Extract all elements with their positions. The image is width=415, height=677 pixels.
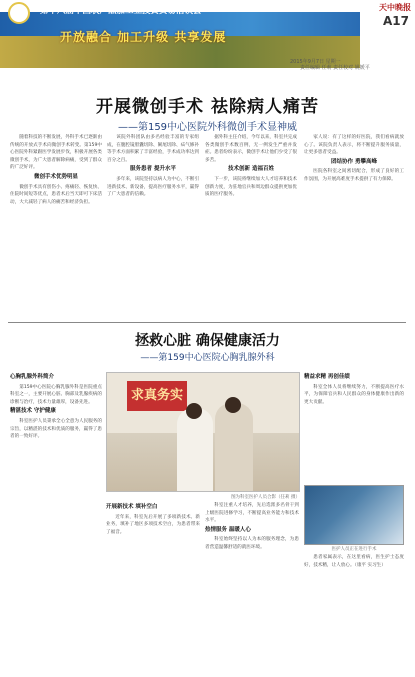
main-headline: 开展微创手术 祛除病人痛苦	[96, 97, 319, 117]
paragraph: 医院各科室之间密切配合，形成了良好的工作氛围，为开展高难度手术提供了有力保障。	[304, 169, 404, 182]
paragraph: 下一步，该院将继续加大人才培养和技术创新力度，为驻地官兵和周边群众提供更加优质的医疗服务。	[205, 176, 297, 198]
paragraph: 科室全体人员将继续努力，不断提高医疗水平，为保障官兵和人民群众的身体健康作出新的更大贡献。	[304, 384, 404, 405]
paragraph: 家人说：有了这样的好医院，我们看病就放心了。该院负责人表示，将不断提升服务质量，让更多患者受益。	[304, 135, 404, 156]
section-subtitle: 心胸乳腺外科简介	[10, 374, 55, 380]
banner-title: 第十八届中国农产品加工业投资贸易洽谈会	[40, 6, 202, 16]
section-subtitle: 微创手术优势明显	[33, 173, 78, 180]
paragraph: 科室医护人员秉承全心全意为人民服务的宗旨，以精湛的技术和优质的服务，赢得了患者的一致好评。	[10, 418, 102, 440]
section-divider	[8, 322, 406, 323]
article2-column-1	[10, 372, 102, 672]
section-subtitle: 团结协作 勇攀高峰	[331, 158, 377, 165]
article1-column-3	[205, 134, 297, 319]
paragraph: 近年来，科室先后开展了多项新技术、新业务，填补了地区多项技术空白，为患者带来了福音。	[106, 514, 200, 535]
section-subtitle: 热情服务 温暖人心	[205, 526, 251, 533]
section-subtitle: 精湛技术 守护健康	[10, 408, 56, 415]
paragraph: 该院外科团队由多名经验丰富的专家组成，在腹腔镜胆囊切除、阑尾切除、疝气修补等手术方面积累了丰富经验，手术成功率达到百分之百。	[107, 135, 199, 163]
expo-logo-icon	[8, 2, 30, 24]
photo-sign: 求真务实	[127, 381, 187, 411]
article2-column-4	[304, 372, 404, 482]
paragraph: 第159中心医院心胸乳腺外科是医院重点科室之一，主要开展心脏、胸部及乳腺疾病的诊断与治疗，技术力量雄厚，设备先进。	[10, 384, 102, 405]
photo-caption: 医护人员正在进行手术	[331, 547, 377, 552]
newspaper-name: 天中晚报	[379, 2, 411, 12]
staff-photo	[106, 372, 300, 492]
paragraph: 据外科主任介绍，今年以来，科室共完成各类微创手术数百例，无一例发生严重并发症。患者纷纷表示，微创手术让他们少受了很多苦。	[205, 135, 297, 163]
person-figure	[177, 408, 213, 492]
article1-column-1	[10, 134, 102, 319]
second-headline: 拯救心脏 确保健康活力	[135, 333, 280, 349]
article1-column-2	[107, 134, 199, 319]
page-number: A17	[383, 14, 409, 28]
article2-column-5	[304, 554, 404, 672]
article1-column-4	[304, 134, 404, 319]
paragraph: 患者家属表示，在这里看病，医生护士态度好，技术精，让人放心。（康平 实习生）	[304, 555, 404, 568]
person-head	[186, 403, 202, 419]
paragraph: 多年来，该院坚持以病人为中心，不断引进新技术、新设备，提高医疗服务水平，赢得了广大患者的信赖。	[107, 176, 199, 198]
section-subtitle: 服务患者 提升水平	[130, 166, 176, 173]
surgery-photo	[304, 485, 404, 545]
person-figure	[215, 403, 253, 492]
article2-column-3	[205, 502, 299, 672]
paragraph: 微创手术具有创伤小、疼痛轻、恢复快、住院时间短等优点，患者术后当天即可下床活动，大大减轻了病人的痛苦和经济负担。	[10, 184, 102, 205]
photo-caption: 图为科室医护人员合影（任莉 摄）	[231, 495, 300, 500]
paragraph: 随着科技的不断发展，外科手术已逐渐由传统的开放式手术向微创手术转变。第159中心医院外科紧跟医学发展步伐，积极开展各类微创手术，为广大患者解除病痛，受到了群众的广泛好评。	[10, 135, 102, 171]
paragraph: 科室注重人才培养，先后选派多名骨干到上级医院进修学习，不断提高业务能力和技术水平。	[205, 503, 299, 524]
person-head	[225, 397, 241, 413]
second-subhead: ——第159中心医院心胸乳腺外科	[140, 353, 275, 363]
editor-line: 责任编辑 任莉 责任校对 姚媛平	[300, 65, 370, 71]
article2-column-2	[106, 502, 200, 672]
section-subtitle: 开展新技术 填补空白	[106, 504, 158, 510]
section-subtitle: 技术创新 造福百姓	[228, 166, 274, 173]
section-subtitle: 精益求精 再创佳绩	[304, 374, 350, 380]
banner-slogan: 开放融合 加工升级 共享发展	[60, 30, 227, 44]
paragraph: 科室始终坚持以人为本的服务理念，为患者营造温馨舒适的就医环境。	[205, 537, 299, 550]
main-subhead: ——第159中心医院外科微创手术显神威	[117, 122, 298, 133]
issue-date: 2015年9月7日 星期一	[290, 59, 341, 65]
